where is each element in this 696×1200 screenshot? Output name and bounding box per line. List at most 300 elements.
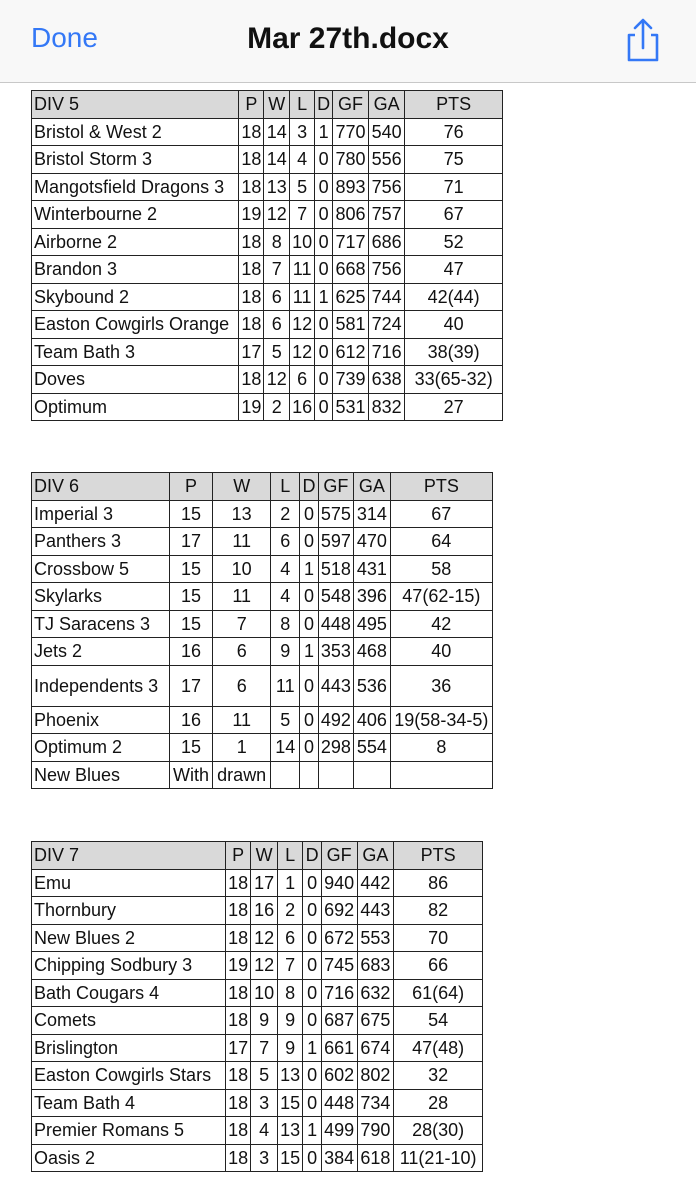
table-row: [32, 1117, 483, 1145]
goals-against-cell: 683: [357, 952, 394, 980]
team-name-cell: Airborne 2: [32, 228, 239, 256]
points-cell: 40: [405, 311, 503, 339]
drawn-cell: [300, 761, 318, 789]
goals-against-cell: 734: [357, 1089, 394, 1117]
col-header-w: W: [264, 91, 290, 119]
goals-against-cell: 756: [368, 173, 404, 201]
goals-against-cell: 314: [354, 500, 390, 528]
goals-for-cell: 745: [321, 952, 357, 980]
played-cell: 15: [169, 555, 213, 583]
table-row: [32, 610, 493, 638]
drawn-cell: 1: [303, 1117, 321, 1145]
col-header-d: D: [303, 842, 321, 870]
won-cell: 12: [264, 201, 290, 229]
goals-against-cell: 540: [368, 118, 404, 146]
lost-cell: 15: [277, 1144, 303, 1172]
lost-cell: 15: [277, 1089, 303, 1117]
team-name-cell: New Blues 2: [32, 924, 226, 952]
played-cell: 18: [225, 1144, 251, 1172]
won-cell: 7: [251, 1034, 278, 1062]
drawn-cell: 0: [303, 952, 321, 980]
points-cell: 42(44): [405, 283, 503, 311]
points-cell: 66: [394, 952, 483, 980]
lost-cell: 6: [271, 528, 300, 556]
goals-for-cell: 298: [318, 734, 354, 762]
table-header-row: [32, 842, 483, 870]
lost-cell: 7: [277, 952, 303, 980]
team-name-cell: New Blues: [32, 761, 170, 789]
team-name-cell: Oasis 2: [32, 1144, 226, 1172]
team-name-cell: Skybound 2: [32, 283, 239, 311]
lost-cell: 11: [290, 256, 315, 284]
points-cell: 75: [405, 146, 503, 174]
points-cell: 76: [405, 118, 503, 146]
team-name-cell: Team Bath 4: [32, 1089, 226, 1117]
played-cell: 17: [169, 528, 213, 556]
goals-against-cell: 757: [368, 201, 404, 229]
played-cell: 18: [239, 228, 264, 256]
team-name-cell: Brislington: [32, 1034, 226, 1062]
played-cell: 17: [225, 1034, 251, 1062]
goals-against-cell: 442: [357, 869, 394, 897]
played-cell: 18: [239, 118, 264, 146]
goals-against-cell: 756: [368, 256, 404, 284]
played-cell: 18: [239, 146, 264, 174]
table-row: [32, 924, 483, 952]
goals-against-cell: 675: [357, 1007, 394, 1035]
goals-for-cell: 661: [321, 1034, 357, 1062]
points-cell: 47(62-15): [390, 583, 492, 611]
goals-against-cell: 470: [354, 528, 390, 556]
drawn-cell: 0: [315, 256, 333, 284]
drawn-cell: 0: [300, 734, 318, 762]
col-header-ga: GA: [354, 473, 390, 501]
lost-cell: 10: [290, 228, 315, 256]
col-header-ga: GA: [368, 91, 404, 119]
table-row: [32, 583, 493, 611]
navigation-bar: [0, 0, 696, 83]
team-name-cell: Skylarks: [32, 583, 170, 611]
drawn-cell: 1: [315, 118, 333, 146]
goals-for-cell: 687: [321, 1007, 357, 1035]
played-cell: 19: [239, 201, 264, 229]
goals-against-cell: 554: [354, 734, 390, 762]
points-cell: 54: [394, 1007, 483, 1035]
points-cell: 67: [390, 500, 492, 528]
goals-against-cell: 632: [357, 979, 394, 1007]
team-name-cell: Optimum: [32, 393, 239, 421]
played-cell: 15: [169, 583, 213, 611]
team-name-cell: Brandon 3: [32, 256, 239, 284]
drawn-cell: 0: [303, 979, 321, 1007]
won-cell: 13: [213, 500, 271, 528]
team-name-cell: Mangotsfield Dragons 3: [32, 173, 239, 201]
table-row: [32, 897, 483, 925]
goals-against-cell: 832: [368, 393, 404, 421]
table-row: [32, 555, 493, 583]
points-cell: 38(39): [405, 338, 503, 366]
goals-for-cell: [318, 761, 354, 789]
team-name-cell: Easton Cowgirls Stars: [32, 1062, 226, 1090]
drawn-cell: 0: [303, 1089, 321, 1117]
lost-cell: 6: [290, 366, 315, 394]
won-cell: 10: [251, 979, 278, 1007]
played-cell: 18: [239, 366, 264, 394]
table-row: [32, 1089, 483, 1117]
goals-for-cell: 531: [333, 393, 369, 421]
goals-against-cell: 396: [354, 583, 390, 611]
won-cell: 6: [264, 311, 290, 339]
won-cell: 3: [251, 1144, 278, 1172]
lost-cell: 2: [271, 500, 300, 528]
points-cell: [390, 761, 492, 789]
played-cell: 15: [169, 734, 213, 762]
table-row: [32, 311, 503, 339]
lost-cell: 8: [271, 610, 300, 638]
goals-against-cell: 431: [354, 555, 390, 583]
team-name-cell: Thornbury: [32, 897, 226, 925]
table-row: [32, 706, 493, 734]
table-row: [32, 256, 503, 284]
lost-cell: 9: [277, 1007, 303, 1035]
won-cell: 1: [213, 734, 271, 762]
goals-against-cell: 556: [368, 146, 404, 174]
col-header-gf: GF: [333, 91, 369, 119]
goals-for-cell: 739: [333, 366, 369, 394]
drawn-cell: 1: [300, 638, 318, 666]
won-cell: 13: [264, 173, 290, 201]
points-cell: 33(65-32): [405, 366, 503, 394]
drawn-cell: 0: [300, 500, 318, 528]
goals-for-cell: 717: [333, 228, 369, 256]
goals-for-cell: 602: [321, 1062, 357, 1090]
points-cell: 61(64): [394, 979, 483, 1007]
won-cell: 12: [251, 952, 278, 980]
goals-for-cell: 581: [333, 311, 369, 339]
division-title: DIV 5: [32, 91, 239, 119]
goals-against-cell: 638: [368, 366, 404, 394]
share-icon[interactable]: [620, 16, 666, 64]
points-cell: 52: [405, 228, 503, 256]
points-cell: 19(58-34-5): [390, 706, 492, 734]
lost-cell: 5: [290, 173, 315, 201]
won-cell: 9: [251, 1007, 278, 1035]
drawn-cell: 0: [315, 311, 333, 339]
table-row: [32, 734, 493, 762]
goals-against-cell: 802: [357, 1062, 394, 1090]
division-title: DIV 6: [32, 473, 170, 501]
points-cell: 82: [394, 897, 483, 925]
lost-cell: 1: [277, 869, 303, 897]
table-row: [32, 146, 503, 174]
lost-cell: 4: [271, 555, 300, 583]
points-cell: 47(48): [394, 1034, 483, 1062]
played-cell: 16: [169, 638, 213, 666]
drawn-cell: 0: [315, 228, 333, 256]
played-cell: 18: [239, 173, 264, 201]
goals-for-cell: 940: [321, 869, 357, 897]
played-cell: 16: [169, 706, 213, 734]
played-cell: 18: [225, 924, 251, 952]
points-cell: 40: [390, 638, 492, 666]
lost-cell: 6: [277, 924, 303, 952]
drawn-cell: 0: [303, 897, 321, 925]
played-cell: 18: [225, 1089, 251, 1117]
table-row: [32, 952, 483, 980]
table-row: [32, 500, 493, 528]
team-name-cell: Crossbow 5: [32, 555, 170, 583]
drawn-cell: 0: [300, 706, 318, 734]
table-row: [32, 665, 493, 706]
team-name-cell: Easton Cowgirls Orange: [32, 311, 239, 339]
played-cell: 18: [225, 1007, 251, 1035]
lost-cell: 9: [277, 1034, 303, 1062]
goals-against-cell: 406: [354, 706, 390, 734]
goals-against-cell: 674: [357, 1034, 394, 1062]
table-row: [32, 228, 503, 256]
col-header-ga: GA: [357, 842, 394, 870]
team-name-cell: Premier Romans 5: [32, 1117, 226, 1145]
won-cell: 12: [251, 924, 278, 952]
goals-against-cell: 495: [354, 610, 390, 638]
drawn-cell: 0: [300, 528, 318, 556]
table-row: [32, 528, 493, 556]
goals-against-cell: 716: [368, 338, 404, 366]
drawn-cell: 0: [315, 338, 333, 366]
table-row: [32, 869, 483, 897]
goals-against-cell: 618: [357, 1144, 394, 1172]
goals-against-cell: 790: [357, 1117, 394, 1145]
lost-cell: 4: [290, 146, 315, 174]
col-header-pts: PTS: [390, 473, 492, 501]
team-name-cell: Independents 3: [32, 665, 170, 706]
played-cell: 15: [169, 610, 213, 638]
points-cell: 67: [405, 201, 503, 229]
div7-table: [31, 841, 483, 1172]
won-cell: drawn: [213, 761, 271, 789]
table-row: [32, 1007, 483, 1035]
lost-cell: 14: [271, 734, 300, 762]
goals-for-cell: 384: [321, 1144, 357, 1172]
points-cell: 8: [390, 734, 492, 762]
won-cell: 14: [264, 146, 290, 174]
played-cell: 15: [169, 500, 213, 528]
table-row: [32, 638, 493, 666]
table-header-row: [32, 91, 503, 119]
team-name-cell: Winterbourne 2: [32, 201, 239, 229]
played-cell: 19: [225, 952, 251, 980]
table-row: [32, 1062, 483, 1090]
table-row: [32, 393, 503, 421]
col-header-w: W: [251, 842, 278, 870]
team-name-cell: Bath Cougars 4: [32, 979, 226, 1007]
played-cell: 17: [239, 338, 264, 366]
col-header-pts: PTS: [394, 842, 483, 870]
goals-against-cell: 744: [368, 283, 404, 311]
col-header-d: D: [315, 91, 333, 119]
drawn-cell: 0: [303, 1007, 321, 1035]
division-title: DIV 7: [32, 842, 226, 870]
goals-for-cell: 806: [333, 201, 369, 229]
lost-cell: 4: [271, 583, 300, 611]
won-cell: 6: [213, 638, 271, 666]
goals-for-cell: 353: [318, 638, 354, 666]
won-cell: 6: [264, 283, 290, 311]
played-cell: 18: [239, 311, 264, 339]
played-cell: 18: [239, 256, 264, 284]
goals-for-cell: 499: [321, 1117, 357, 1145]
points-cell: 71: [405, 173, 503, 201]
goals-against-cell: 536: [354, 665, 390, 706]
won-cell: 11: [213, 706, 271, 734]
col-header-l: L: [290, 91, 315, 119]
lost-cell: 5: [271, 706, 300, 734]
done-button[interactable]: Done: [31, 22, 98, 53]
drawn-cell: 0: [315, 146, 333, 174]
col-header-p: P: [169, 473, 213, 501]
played-cell: 17: [169, 665, 213, 706]
goals-for-cell: 692: [321, 897, 357, 925]
goals-against-cell: [354, 761, 390, 789]
lost-cell: 11: [271, 665, 300, 706]
goals-for-cell: 492: [318, 706, 354, 734]
team-name-cell: Bristol Storm 3: [32, 146, 239, 174]
goals-against-cell: 468: [354, 638, 390, 666]
goals-for-cell: 672: [321, 924, 357, 952]
table-row: [32, 283, 503, 311]
table-row: [32, 118, 503, 146]
goals-for-cell: 612: [333, 338, 369, 366]
goals-against-cell: 553: [357, 924, 394, 952]
played-cell: 18: [239, 283, 264, 311]
points-cell: 70: [394, 924, 483, 952]
col-header-gf: GF: [318, 473, 354, 501]
drawn-cell: 1: [300, 555, 318, 583]
drawn-cell: 0: [315, 393, 333, 421]
document-title: Mar 27th.docx: [247, 22, 449, 55]
lost-cell: [271, 761, 300, 789]
goals-against-cell: 686: [368, 228, 404, 256]
goals-for-cell: 548: [318, 583, 354, 611]
goals-against-cell: 443: [357, 897, 394, 925]
team-name-cell: Panthers 3: [32, 528, 170, 556]
points-cell: 42: [390, 610, 492, 638]
goals-for-cell: 770: [333, 118, 369, 146]
drawn-cell: 1: [315, 283, 333, 311]
won-cell: 10: [213, 555, 271, 583]
points-cell: 11(21-10): [394, 1144, 483, 1172]
drawn-cell: 1: [303, 1034, 321, 1062]
won-cell: 11: [213, 528, 271, 556]
won-cell: 17: [251, 869, 278, 897]
goals-for-cell: 597: [318, 528, 354, 556]
lost-cell: 8: [277, 979, 303, 1007]
won-cell: 8: [264, 228, 290, 256]
drawn-cell: 0: [303, 869, 321, 897]
table-row: [32, 1144, 483, 1172]
drawn-cell: 0: [315, 366, 333, 394]
won-cell: 3: [251, 1089, 278, 1117]
table-row: [32, 979, 483, 1007]
lost-cell: 13: [277, 1062, 303, 1090]
lost-cell: 11: [290, 283, 315, 311]
played-cell: 18: [225, 897, 251, 925]
lost-cell: 13: [277, 1117, 303, 1145]
table-header-row: [32, 473, 493, 501]
lost-cell: 3: [290, 118, 315, 146]
drawn-cell: 0: [300, 610, 318, 638]
won-cell: 6: [213, 665, 271, 706]
points-cell: 27: [405, 393, 503, 421]
team-name-cell: Phoenix: [32, 706, 170, 734]
lost-cell: 16: [290, 393, 315, 421]
drawn-cell: 0: [315, 201, 333, 229]
lost-cell: 12: [290, 311, 315, 339]
points-cell: 36: [390, 665, 492, 706]
won-cell: 12: [264, 366, 290, 394]
won-cell: 7: [213, 610, 271, 638]
goals-for-cell: 780: [333, 146, 369, 174]
points-cell: 28(30): [394, 1117, 483, 1145]
points-cell: 64: [390, 528, 492, 556]
won-cell: 14: [264, 118, 290, 146]
goals-for-cell: 448: [321, 1089, 357, 1117]
table-row: [32, 366, 503, 394]
goals-for-cell: 668: [333, 256, 369, 284]
col-header-gf: GF: [321, 842, 357, 870]
col-header-pts: PTS: [405, 91, 503, 119]
points-cell: 86: [394, 869, 483, 897]
team-name-cell: Comets: [32, 1007, 226, 1035]
won-cell: 5: [264, 338, 290, 366]
won-cell: 7: [264, 256, 290, 284]
points-cell: 32: [394, 1062, 483, 1090]
team-name-cell: Jets 2: [32, 638, 170, 666]
col-header-l: L: [277, 842, 303, 870]
team-name-cell: Emu: [32, 869, 226, 897]
won-cell: 4: [251, 1117, 278, 1145]
col-header-l: L: [271, 473, 300, 501]
goals-for-cell: 518: [318, 555, 354, 583]
goals-for-cell: 716: [321, 979, 357, 1007]
lost-cell: 7: [290, 201, 315, 229]
lost-cell: 12: [290, 338, 315, 366]
played-cell: 18: [225, 869, 251, 897]
team-name-cell: Doves: [32, 366, 239, 394]
drawn-cell: 0: [300, 583, 318, 611]
drawn-cell: 0: [300, 665, 318, 706]
goals-for-cell: 448: [318, 610, 354, 638]
div5-table: [31, 90, 503, 421]
table-row: [32, 173, 503, 201]
table-row: [32, 761, 493, 789]
lost-cell: 2: [277, 897, 303, 925]
drawn-cell: 0: [303, 1062, 321, 1090]
table-row: [32, 201, 503, 229]
team-name-cell: Team Bath 3: [32, 338, 239, 366]
goals-against-cell: 724: [368, 311, 404, 339]
team-name-cell: Optimum 2: [32, 734, 170, 762]
team-name-cell: Bristol & West 2: [32, 118, 239, 146]
goals-for-cell: 625: [333, 283, 369, 311]
goals-for-cell: 893: [333, 173, 369, 201]
played-cell: With: [169, 761, 213, 789]
drawn-cell: 0: [303, 924, 321, 952]
goals-for-cell: 443: [318, 665, 354, 706]
played-cell: 18: [225, 1062, 251, 1090]
played-cell: 18: [225, 1117, 251, 1145]
points-cell: 28: [394, 1089, 483, 1117]
